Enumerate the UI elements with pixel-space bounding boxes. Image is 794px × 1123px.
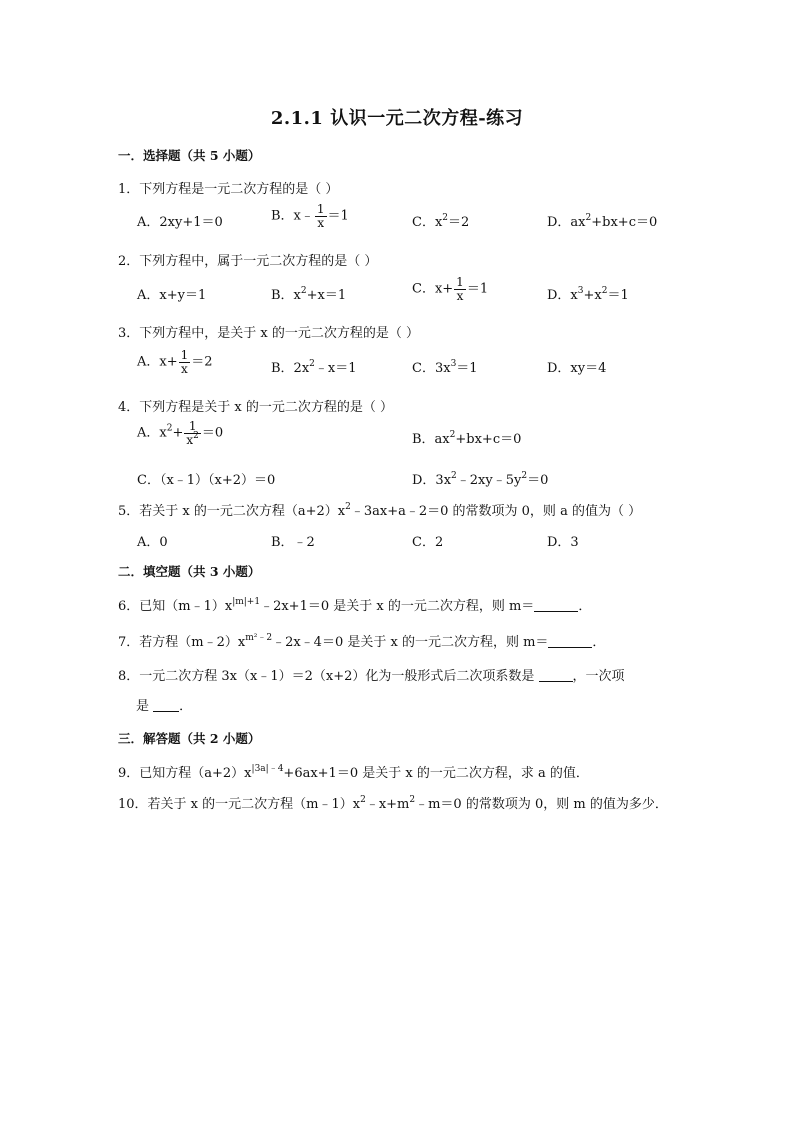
q5-option-b: B．﹣2: [271, 535, 315, 550]
question-5-stem: 5．若关于 x 的一元二次方程$(a+2)x^2﹣3ax+a﹣2=0$ 的常数项为 0，则 a 的值为（ ）: [118, 502, 642, 519]
q4-option-b: B．$ax^2+bx+c=0$: [412, 430, 522, 447]
question-1-stem: 1．下列方程是一元二次方程的是（ ）: [118, 182, 339, 197]
q3-option-b: B．$2x^2﹣x=1$: [271, 359, 357, 376]
question-8-line1: 8．一元二次方程 3x（x﹣1）＝2（x+2）化为一般形式后二次项系数是 ，一次项: [118, 669, 625, 684]
question-2-stem: 2．下列方程中，属于一元二次方程的是（ ）: [118, 254, 378, 269]
fraction: $\frac{1}{x}$: [180, 348, 189, 376]
question-8-line2: 是 ．: [136, 699, 193, 714]
section-heading-choice: 一．选择题（共 5 小题）: [118, 148, 261, 163]
q1-option-c: C．$x^2=2$: [412, 213, 470, 230]
question-10: 10．若关于 x 的一元二次方程$(m﹣1)x^2﹣x+m^2﹣m=0$ 的常数项为 0，则 m 的值为多少．: [118, 795, 668, 812]
question-6: 6．已知$(m﹣1)x^{|m|+1}﹣2x+1=0$ 是关于 x 的一元二次方程，则 m＝ ．: [118, 597, 592, 614]
q3-option-d: D．xy＝4: [547, 361, 607, 376]
q2-option-c: C．x+ $\frac{1}{x}$ ＝1: [412, 275, 489, 303]
q2-option-d: D．$x^3+x^2=1$: [547, 286, 629, 303]
fraction: $\frac{1}{x}$: [456, 275, 464, 303]
q1-option-d: D．$ax^2+bx+c=0$: [547, 213, 658, 230]
q5-option-a: A．0: [137, 535, 168, 550]
q2-option-b: B．$x^2+x=1$: [271, 286, 347, 303]
q4-option-c: C．（x﹣1）（x+2）＝0: [137, 473, 276, 488]
q3-option-c: C．$3x^3=1$: [412, 359, 478, 376]
fraction: $\frac{1}{x^2}$: [186, 419, 199, 447]
q4-option-d: D．$3x^2﹣2xy﹣5y^2=0$: [412, 471, 549, 488]
q5-option-d: D．3: [547, 535, 579, 550]
q4-option-a: A．$x^2+$ $\frac{1}{x^2}$ ＝0: [137, 419, 224, 447]
q2-option-a: A．x+y＝1: [137, 288, 207, 303]
question-4-stem: 4．下列方程是关于 x 的一元二次方程的是（ ）: [118, 400, 393, 415]
q1-option-b: B．x﹣ $\frac{1}{x}$ ＝1: [271, 202, 349, 230]
answer-blank[interactable]: [153, 698, 179, 712]
question-9: 9．已知方程$(a+2)x^{|3a|﹣4}+6ax+1=0$ 是关于 x 的一元二次方程，求 a 的值．: [118, 764, 589, 781]
section-heading-solve: 三．解答题（共 2 小题）: [118, 731, 261, 746]
q1-option-a: A．2xy+1＝0: [137, 215, 223, 230]
section-heading-fill: 二．填空题（共 3 小题）: [118, 564, 261, 579]
answer-blank[interactable]: [539, 668, 573, 682]
fraction: $\frac{1}{x}$: [316, 202, 325, 230]
question-7: 7．若方程$(m﹣2)x^{m^2﹣2}﹣2x﹣4=0$ 是关于 x 的一元二次方程，则 m＝ ．: [118, 633, 606, 650]
question-3-stem: 3．下列方程中，是关于 x 的一元二次方程的是（ ）: [118, 326, 419, 341]
answer-blank[interactable]: [534, 598, 578, 612]
q5-option-c: C．2: [412, 535, 444, 550]
answer-blank[interactable]: [548, 634, 592, 648]
page-title: 2.1.1 认识一元二次方程-练习: [270, 108, 524, 129]
q3-option-a: A．x+ $\frac{1}{x}$ ＝2: [137, 348, 213, 376]
